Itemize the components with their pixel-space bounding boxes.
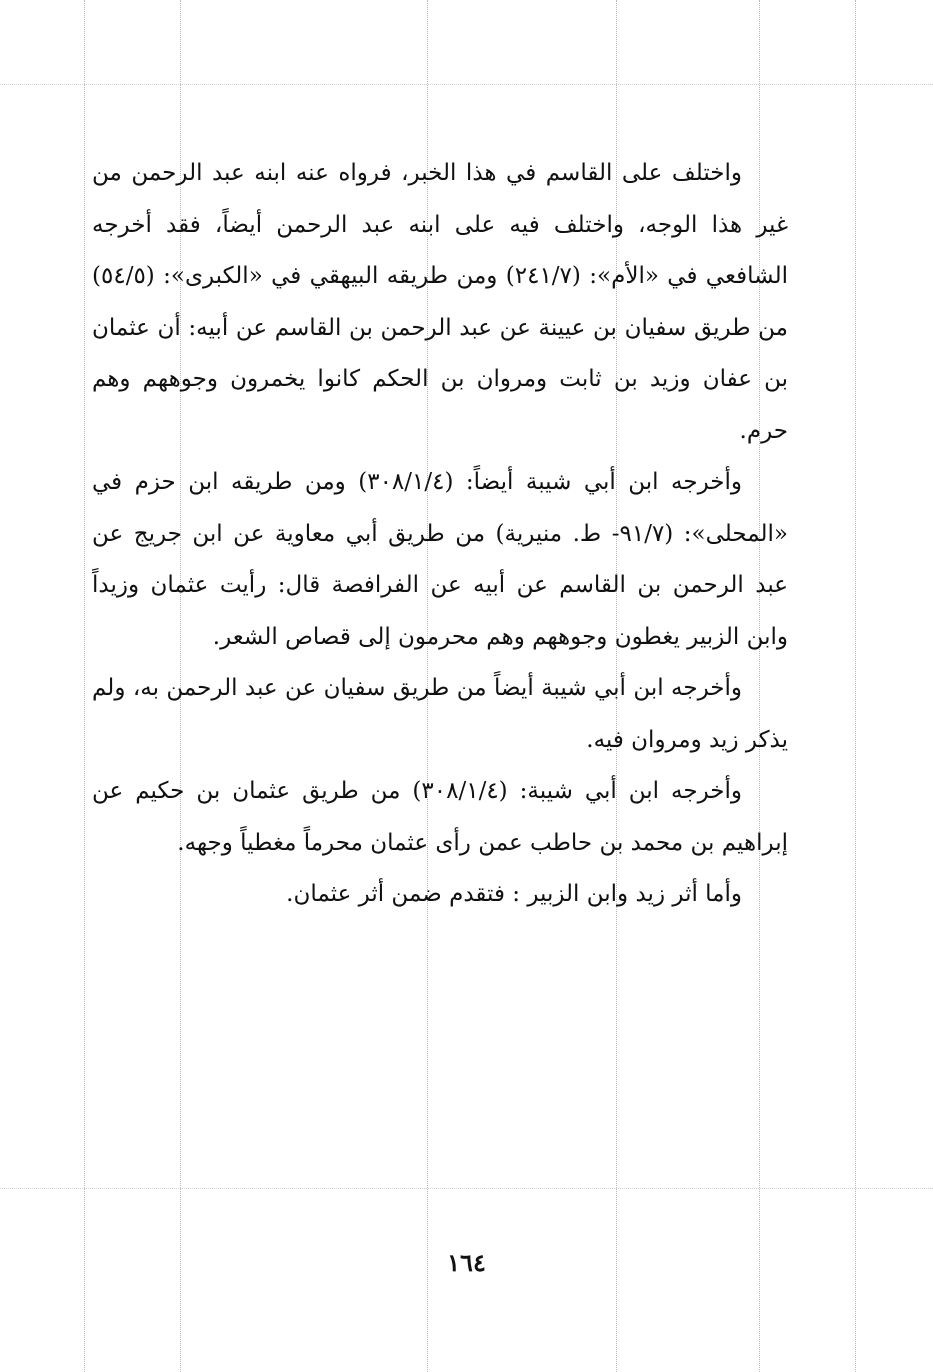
guide-line <box>0 1188 933 1189</box>
page-number: ١٦٤ <box>447 1248 486 1277</box>
guide-line <box>855 0 856 1372</box>
guide-line <box>84 0 85 1372</box>
paragraph: وأخرجه ابن أبي شيبة أيضاً: (٣٠٨/١/٤) ومن طريقه ابن حزم في «المحلى»: (٩١/٧- ط. منيرية) من طريق أبي معاوية عن ابن جريج عن عبد الرحمن بن القاسم عن أبيه عن الفرافصة قال: رأيت عثمان وزيداً وابن الزبير يغطون وجوههم وهم محرمون إلى قصاص الشعر. <box>92 469 788 650</box>
paragraph: واختلف على القاسم في هذا الخبر، فرواه عنه ابنه عبد الرحمن من غير هذا الوجه، واختلف فيه على ابنه عبد الرحمن أيضاً، فقد أخرجه الشافعي في «الأم»: (٢٤١/٧) ومن طريقه البيهقي في «الكبرى»: (٥٤/٥) من طريق سفيان بن عيينة عن عبد الرحمن بن القاسم عن أبيه: أن عثمان بن عفان وزيد بن ثابت ومروان بن الحكم كانوا يخمرون وجوههم وهم حرم. <box>92 160 788 444</box>
guide-line <box>0 84 933 85</box>
paragraph: وأما أثر زيد وابن الزبير : فتقدم ضمن أثر عثمان. <box>286 881 742 907</box>
page-body <box>92 148 788 921</box>
paragraph: وأخرجه ابن أبي شيبة أيضاً من طريق سفيان عن عبد الرحمن به، ولم يذكر زيد ومروان فيه. <box>92 675 788 753</box>
paragraph: وأخرجه ابن أبي شيبة: (٣٠٨/١/٤) من طريق عثمان بن حكيم عن إبراهيم بن محمد بن حاطب عمن رأى عثمان محرماً مغطياً وجهه. <box>92 778 788 856</box>
